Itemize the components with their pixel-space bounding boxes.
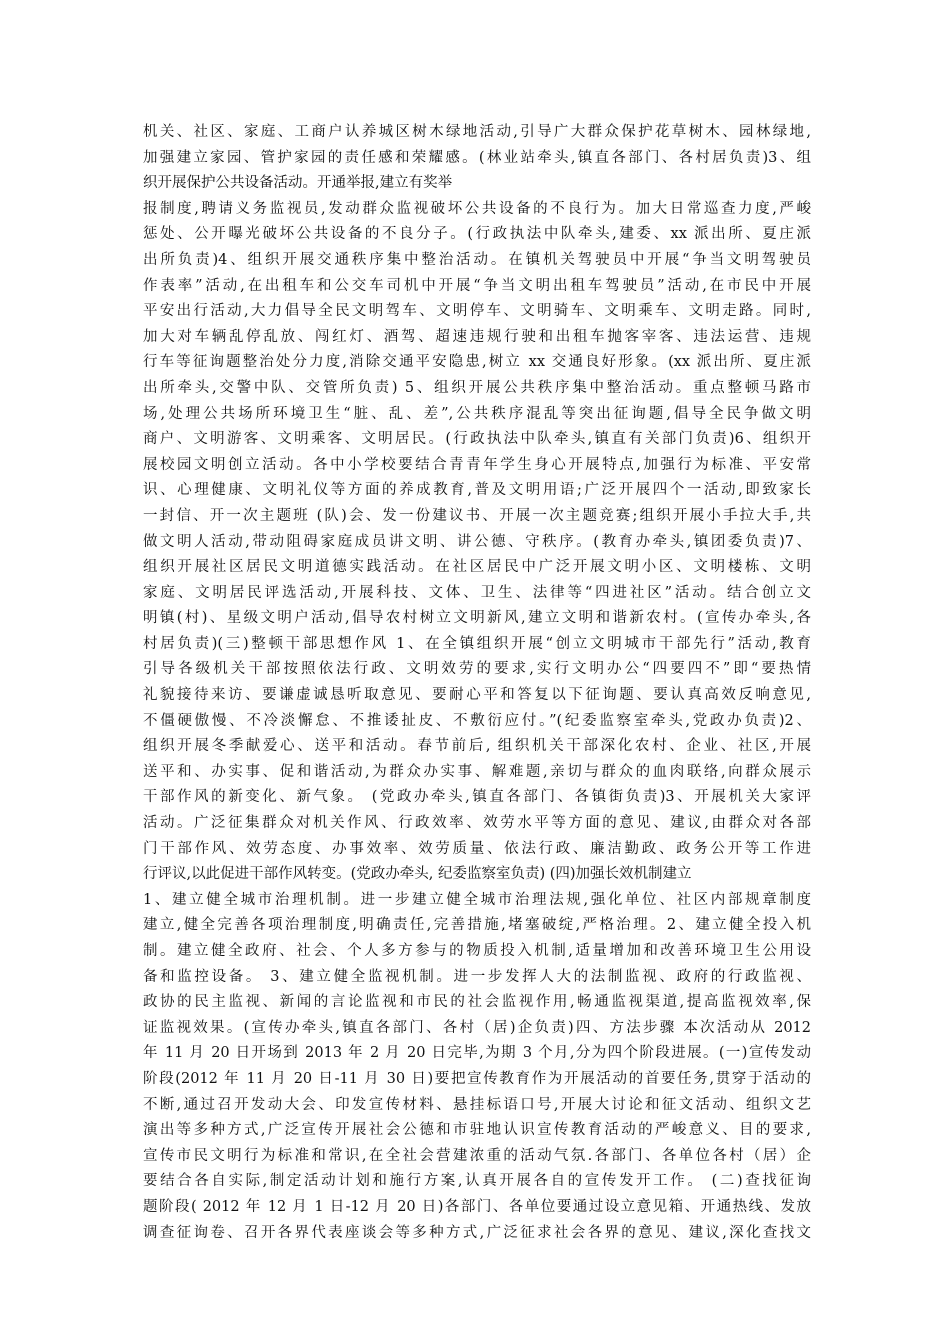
text-line: 惩处、公开曝光破坏公共设备的不良分子。(行政执法中队牵头,建委、xx 派出所、夏庄派 [143, 226, 811, 243]
text-line: 作表率”活动,在出租车和公交车司机中开展“争当文明出租车驾驶员”活动,在市民中开展 [143, 277, 811, 294]
text-line: 场,处理公共场所环境卫生“脏、乱、差”,公共秩序混乱等突出征询题,倡导全民争做文明 [143, 405, 811, 422]
text-line: 展校园文明创立活动。各中小学校要结合青青年学生身心开展特点,加强行为标准、平安常 [143, 456, 811, 473]
text-line: 做文明人活动,带动阻碍家庭成员讲文明、讲公德、守秩序。(教育办牵头,镇团委负责)7、 [143, 533, 811, 550]
text-line: 送平和、办实事、促和谐活动,为群众办实事、解难题,亲切与群众的血肉联络,向群众展示 [143, 763, 811, 780]
text-line: 1、建立健全城市治理机制。进一步建立健全城市治理法规,强化单位、社区内部规章制度 [143, 891, 811, 908]
text-line: 织开展保护公共设备活动。开通举报,建立有奖举 [143, 175, 453, 192]
document-body [143, 120, 811, 1246]
text-line: 行车等征询题整治处分力度,消除交通平安隐患,树立 xx 交通良好形象。(xx 派出所、夏庄派 [143, 354, 811, 371]
text-line: 题阶段( 2012 年 12 月 1 日-12 月 20 日)各部门、各单位要通过设立意见箱、开通热线、发放 [143, 1198, 811, 1215]
text-line: 组织开展社区居民文明道德实践活动。在社区居民中广泛开展文明小区、文明楼栋、文明 [143, 559, 811, 576]
text-line: 一封信、开一次主题班 (队)会、发一份建议书、开展一次主题竞赛;组织开展小手拉大手,共 [143, 507, 811, 524]
text-line: 礼貌接待来访、要谦虚诚恳听取意见、要耐心平和答复以下征询题、要认真高效反响意见, [143, 687, 811, 704]
text-line: 宣传市民文明行为标准和常识,在全社会营建浓重的活动气氛.各部门、各单位各村（居）企 [143, 1147, 811, 1164]
text-line: 组织开展冬季献爱心、送平和活动。春节前后, 组织机关干部深化农村、企业、社区,开展 [143, 738, 811, 755]
text-line: 平安出行活动,大力倡导全民文明驾车、文明停车、文明骑车、文明乘车、文明走路。同时, [143, 303, 811, 320]
text-line: 制。建立健全政府、社会、个人多方参与的物质投入机制,适量增加和改善环境卫生公用设 [143, 943, 811, 959]
text-line: 报制度,聘请义务监视员,发动群众监视破坏公共设备的不良行为。加大日常巡查力度,严峻 [143, 200, 811, 217]
text-line: 加大对车辆乱停乱放、闯红灯、酒驾、超速违规行驶和出租车抛客宰客、违法运营、违规 [143, 328, 811, 345]
text-line: 不僵硬傲慢、不冷淡懈怠、不推诿扯皮、不敷衍应付。”(纪委监察室牵头,党政办负责)2、 [143, 712, 811, 729]
text-line: 商户、文明游客、文明乘客、文明居民。(行政执法中队牵头,镇直有关部门负责)6、组织开 [143, 431, 811, 448]
text-line: 建立,健全完善各项治理制度,明确责任,完善措施,堵塞破绽,严格治理。2、建立健全投入机 [143, 917, 811, 934]
text-line: 演出等多种方式,广泛宣传开展社会公德和市驻地认识宣传教育活动的严峻意义、目的要求, [143, 1122, 811, 1139]
text-line: 调查征询卷、召开各界代表座谈会等多种方式,广泛征求社会各界的意见、建议,深化查找文 [143, 1224, 811, 1241]
text-line: 明镇(村)、星级文明户活动,倡导农村树立文明新风,建立文明和谐新农村。(宣传办牵头,各 [143, 610, 811, 627]
text-line: 证监视效果。(宣传办牵头,镇直各部门、各村（居)企负责)四、方法步骤 本次活动从 2012 [143, 1019, 811, 1036]
text-line: 机关、社区、家庭、工商户认养城区树木绿地活动,引导广大群众保护花草树木、园林绿地, [143, 124, 811, 140]
text-line: 引导各级机关干部按照依法行政、文明效劳的要求,实行文明办公“四要四不”即“要热情 [143, 661, 811, 678]
text-line: 出所负责)4、组织开展交通秩序集中整治活动。在镇机关驾驶员中开展“争当文明驾驶员 [143, 251, 811, 268]
text-line: 行评议,以此促进干部作风转变。(党政办牵头, 纪委监察室负责) (四)加强长效机制建立 [143, 866, 692, 883]
text-line: 加强建立家园、管护家园的责任感和荣耀感。(林业站牵头,镇直各部门、各村居负责)3、组 [143, 149, 811, 166]
text-line: 干部作风的新变化、新气象。 (党政办牵头,镇直各部门、各镇街负责)3、开展机关大家评 [143, 789, 811, 806]
text-line: 阶段(2012 年 11 月 20 日-11 月 30 日)要把宣传教育作为开展活动的首要任务,贯穿于活动的 [143, 1070, 811, 1087]
text-line: 要结合各自实际,制定活动计划和施行方案,认真开展各自的宣传发开工作。 (二)查找征询 [143, 1173, 811, 1190]
text-line: 门干部作风、效劳态度、办事效率、效劳质量、依法行政、廉洁勤政、政务公开等工作进 [143, 840, 811, 857]
text-line: 年 11 月 20 日开场到 2013 年 2 月 20 日完毕,为期 3 个月,分为四个阶段进展。(一)宣传发动 [143, 1045, 811, 1062]
text-line: 出所牵头,交警中队、交管所负责) 5、组织开展公共秩序集中整治活动。重点整顿马路市 [143, 379, 811, 396]
text-line: 备和监控设备。 3、建立健全监视机制。进一步发挥人大的法制监视、政府的行政监视、 [143, 968, 811, 985]
text-line: 识、心理健康、文明礼仪等方面的养成教育,普及文明用语;广泛开展四个一活动,即致家长 [143, 482, 811, 499]
text-line: 政协的民主监视、新闻的言论监视和市民的社会监视作用,畅通监视渠道,提高监视效率,保 [143, 994, 811, 1011]
text-line: 活动。广泛征集群众对机关作风、行政效率、效劳水平等方面的意见、建议,由群众对各部 [143, 815, 811, 832]
text-line: 村居负责)(三)整顿干部思想作风 1、在全镇组织开展“创立文明城市干部先行”活动,教育 [143, 635, 811, 652]
text-line: 家庭、文明居民评选活动,开展科技、文体、卫生、法律等“四进社区”活动。结合创立文 [143, 584, 811, 601]
text-line: 不断,通过召开发动大会、印发宣传材料、悬挂标语口号,开展大讨论和征文活动、组织文艺 [143, 1096, 811, 1113]
